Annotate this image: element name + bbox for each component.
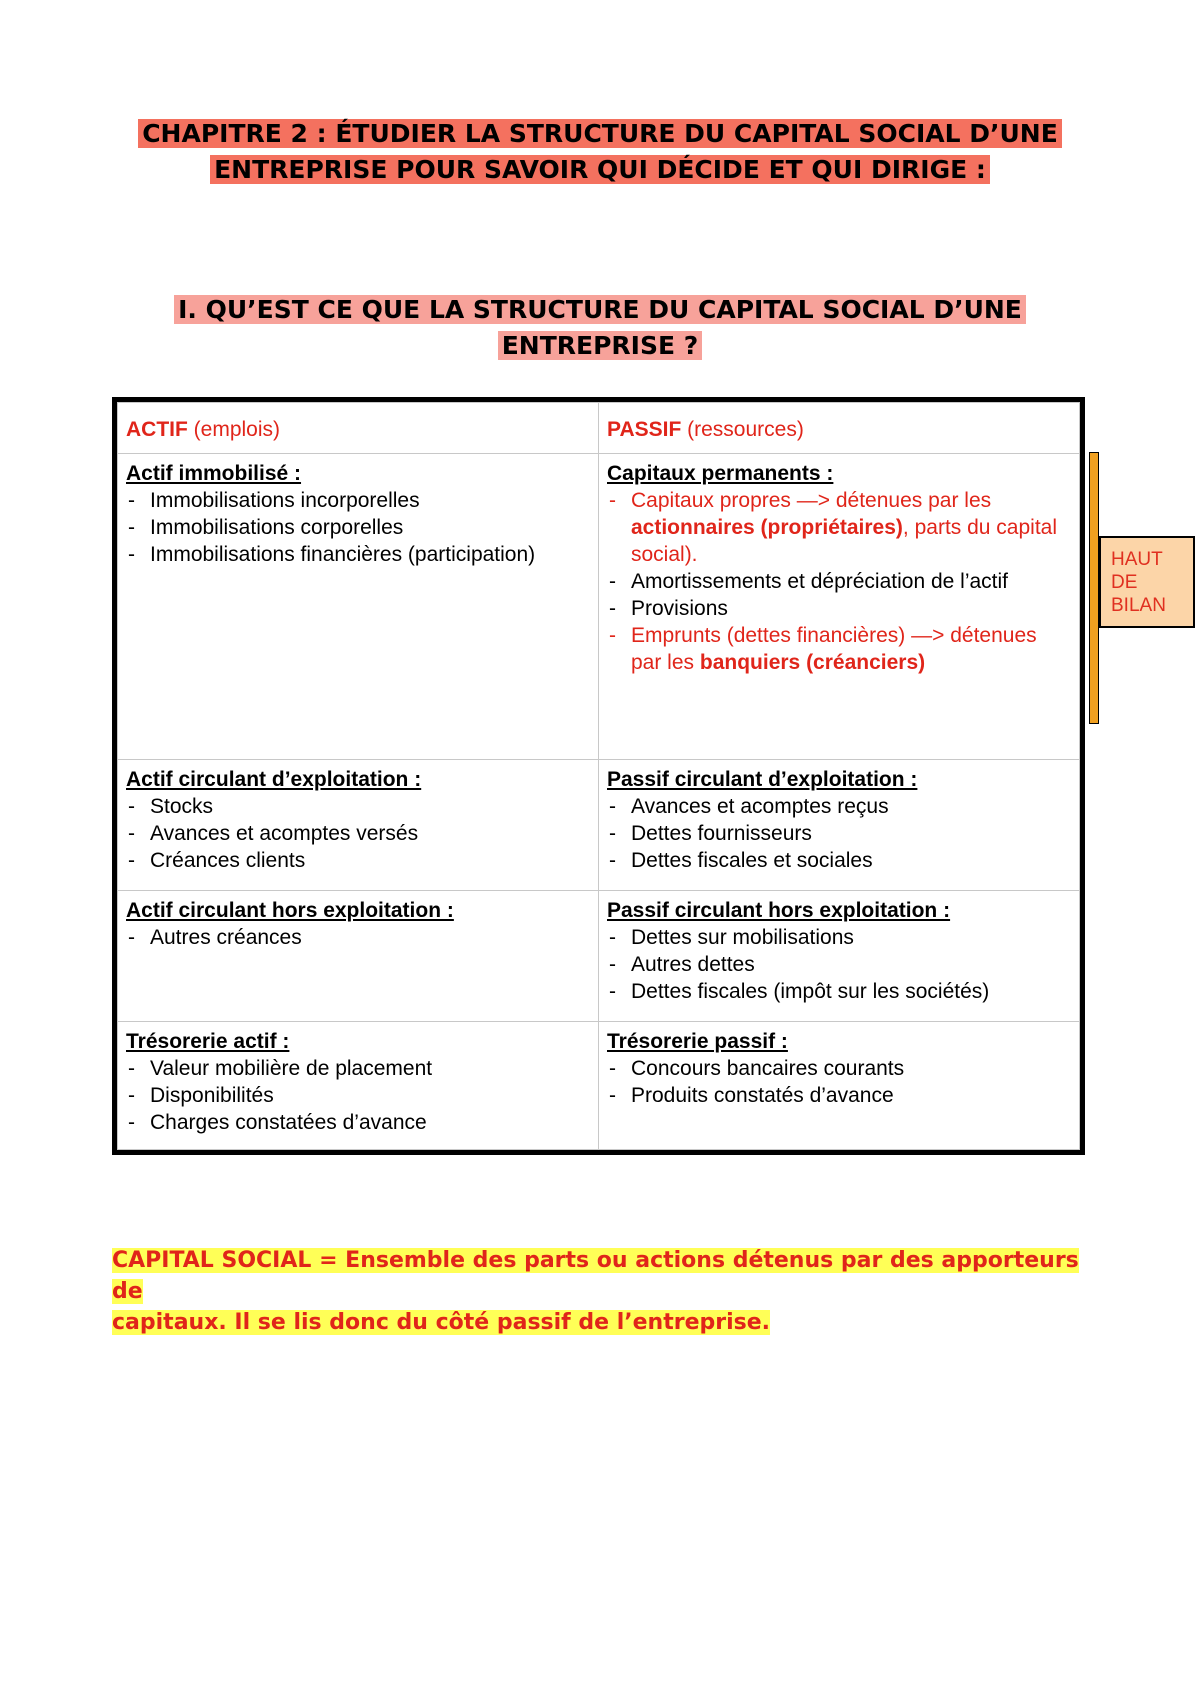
- table-header-row: [118, 403, 1080, 454]
- section-heading: Passif circulant d’exploitation :: [607, 768, 918, 791]
- list-item: - Immobilisations financières (participation): [126, 541, 590, 568]
- list-item: - Dettes sur mobilisations: [607, 924, 1071, 951]
- passif-circulant-exploitation-cell: [599, 760, 1080, 891]
- list-item: - Créances clients: [126, 847, 590, 874]
- chapter-title-line1: CHAPITRE 2 : ÉTUDIER LA STRUCTURE DU CAPITAL SOCIAL D’UNE: [138, 119, 1062, 148]
- table-row: [118, 891, 1080, 1022]
- list-item: - Disponibilités: [126, 1082, 590, 1109]
- capital-social-definition: [112, 1245, 1092, 1338]
- section-title-line1: I. QU’EST CE QUE LA STRUCTURE DU CAPITAL SOCIAL D’UNE: [174, 295, 1026, 324]
- section-heading: Capitaux permanents :: [607, 462, 834, 485]
- chapter-title: [60, 116, 1140, 188]
- chapter-title-line2: ENTREPRISE POUR SAVOIR QUI DÉCIDE ET QUI DIRIGE :: [210, 155, 990, 184]
- list-item: - Dettes fournisseurs: [607, 820, 1071, 847]
- list-item: - Amortissements et dépréciation de l’actif: [607, 568, 1071, 595]
- section-heading: Actif immobilisé :: [126, 462, 302, 485]
- tresorerie-passif-cell: [599, 1022, 1080, 1150]
- passif-header: PASSIF (ressources): [599, 403, 1080, 454]
- section-heading: Actif circulant d’exploitation :: [126, 768, 422, 791]
- list-item: - Produits constatés d’avance: [607, 1082, 1071, 1109]
- section-heading: Actif circulant hors exploitation :: [126, 899, 454, 922]
- actif-circulant-exploitation-cell: [118, 760, 599, 891]
- actif-header: ACTIF (emplois): [118, 403, 599, 454]
- table-row: [118, 454, 1080, 760]
- section-title: [60, 292, 1140, 364]
- list-item: - Dettes fiscales (impôt sur les sociétés): [607, 978, 1071, 1005]
- section-title-line2: ENTREPRISE ?: [498, 331, 703, 360]
- list-item: - Provisions: [607, 595, 1071, 622]
- definition-line1: CAPITAL SOCIAL = Ensemble des parts ou actions détenus par des apporteurs de: [112, 1248, 1079, 1304]
- list-item: - Charges constatées d’avance: [126, 1109, 590, 1136]
- list-item: - Avances et acomptes reçus: [607, 793, 1071, 820]
- passif-circulant-hors-exploitation-cell: [599, 891, 1080, 1022]
- section-heading: Trésorerie passif :: [607, 1030, 788, 1053]
- list-item: - Dettes fiscales et sociales: [607, 847, 1071, 874]
- table-row: [118, 1022, 1080, 1150]
- capitaux-permanents-cell: [599, 454, 1080, 760]
- actif-immobilise-cell: [118, 454, 599, 760]
- list-item: - Concours bancaires courants: [607, 1055, 1071, 1082]
- actif-circulant-hors-exploitation-cell: [118, 891, 599, 1022]
- haut-de-bilan-bracket: [1089, 452, 1099, 724]
- haut-de-bilan-callout: HAUT DE BILAN: [1099, 536, 1195, 628]
- list-item: - Emprunts (dettes financières) —> détenues par les banquiers (créanciers): [607, 622, 1071, 676]
- list-item: - Immobilisations incorporelles: [126, 487, 590, 514]
- list-item: - Immobilisations corporelles: [126, 514, 590, 541]
- list-item: - Autres créances: [126, 924, 590, 951]
- list-item: - Stocks: [126, 793, 590, 820]
- table-row: [118, 760, 1080, 891]
- definition-line2: capitaux. Il se lis donc du côté passif de l’entreprise.: [112, 1310, 771, 1335]
- list-item: - Autres dettes: [607, 951, 1071, 978]
- list-item: - Capitaux propres —> détenues par les actionnaires (propriétaires), parts du capital social).: [607, 487, 1071, 568]
- tresorerie-actif-cell: [118, 1022, 599, 1150]
- balance-sheet-table: [112, 397, 1085, 1155]
- list-item: - Avances et acomptes versés: [126, 820, 590, 847]
- section-heading: Trésorerie actif :: [126, 1030, 290, 1053]
- section-heading: Passif circulant hors exploitation :: [607, 899, 951, 922]
- list-item: - Valeur mobilière de placement: [126, 1055, 590, 1082]
